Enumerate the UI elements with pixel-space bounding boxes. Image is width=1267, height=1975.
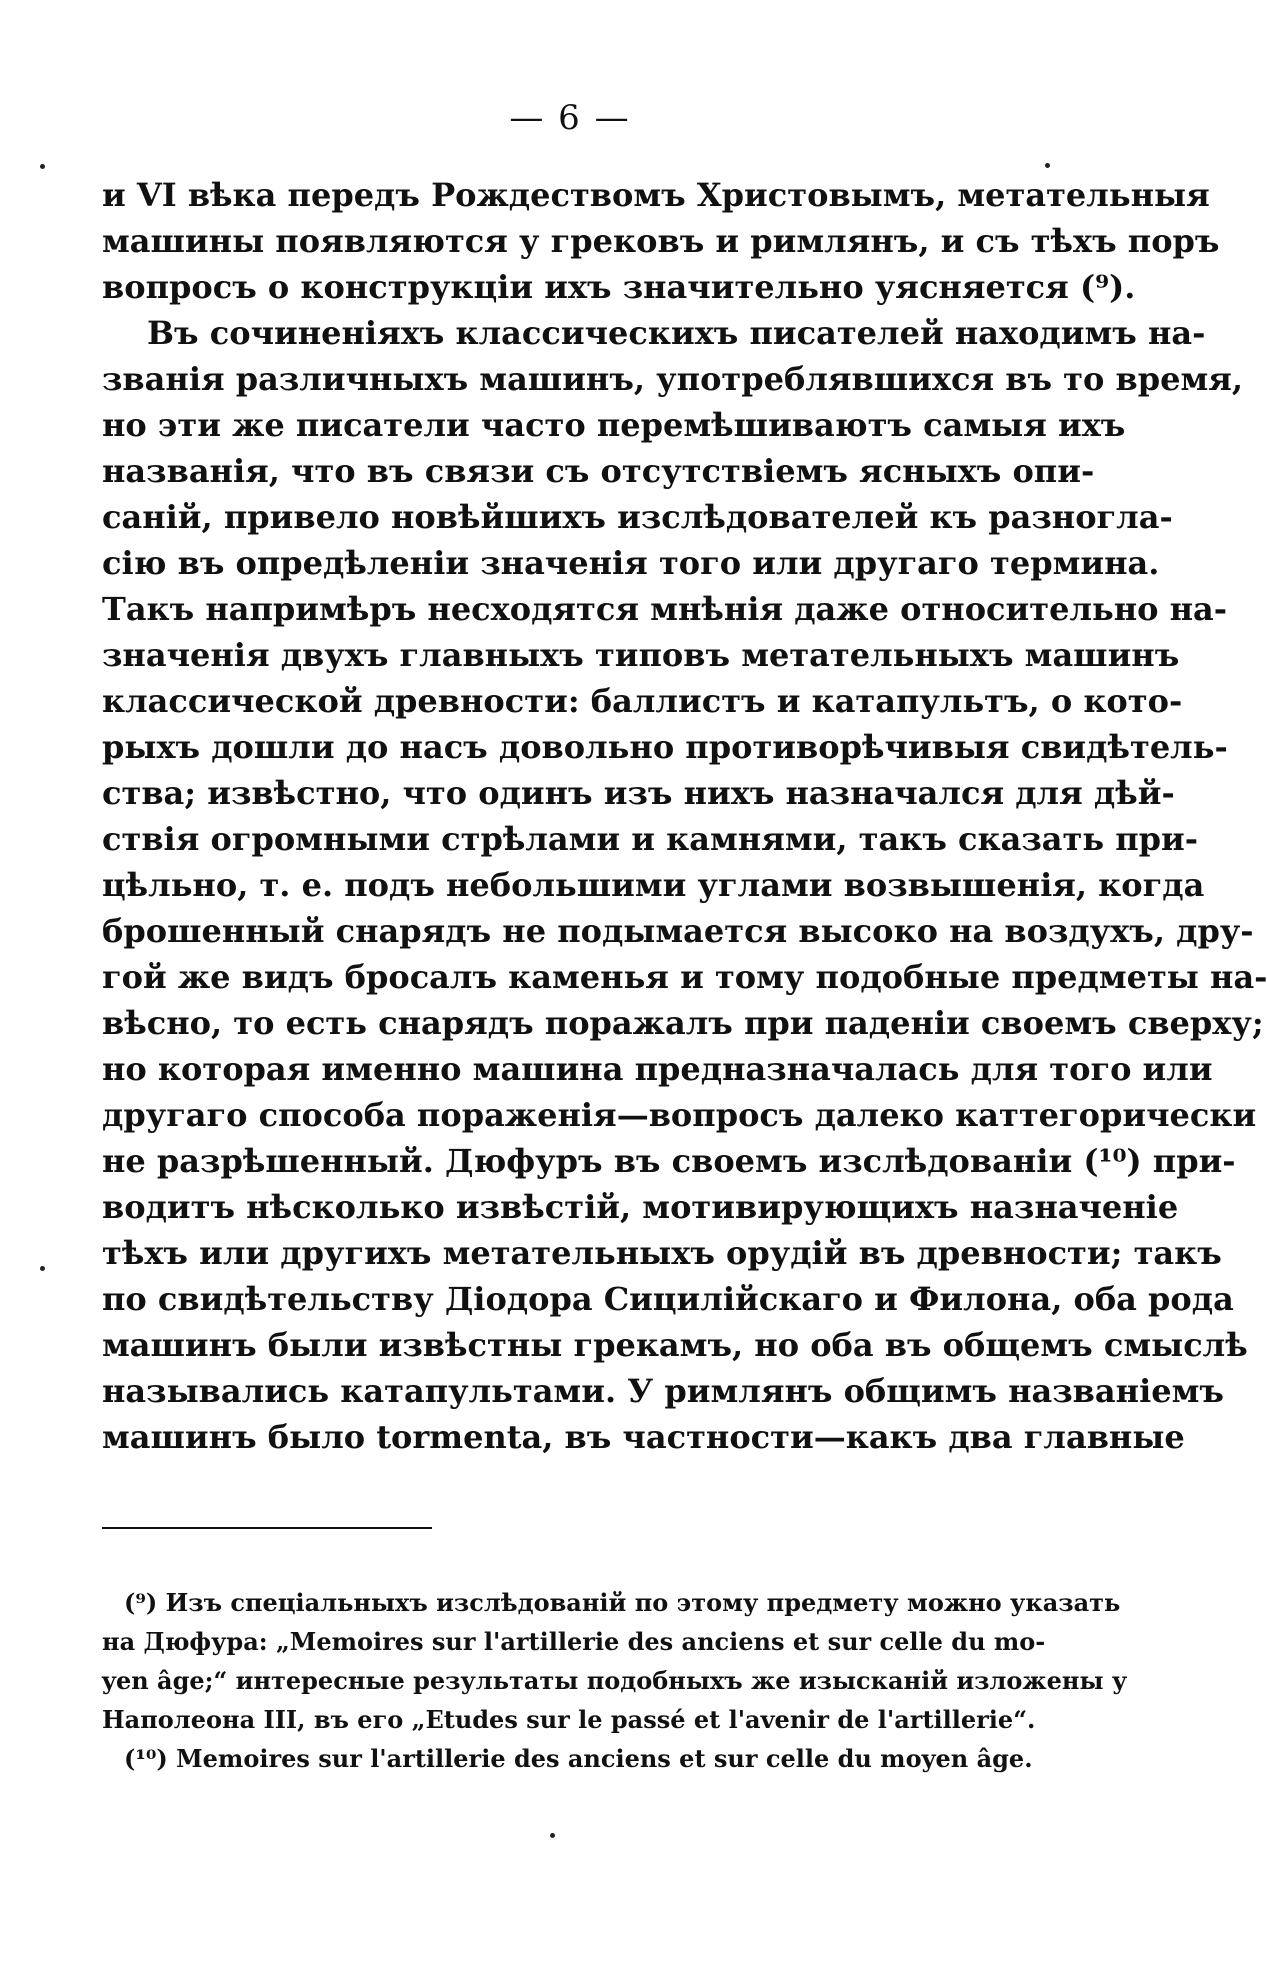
- text-line: водитъ нѣсколько извѣстій, мотивирующихъ назначеніе: [102, 1188, 1179, 1226]
- text-line: рыхъ дошли до насъ довольно противорѣчивыя свидѣтель-: [102, 728, 1228, 766]
- footnote-line: yen âge;“ интересные результаты подобныхъ же изысканій изложены у: [102, 1666, 1128, 1695]
- text-line: и VI вѣка передъ Рождествомъ Христовымъ, метательныя: [102, 176, 1210, 214]
- page-number: — 6 —: [509, 98, 631, 138]
- text-line: не разрѣшенный. Дюфуръ въ своемъ изслѣдованіи (¹⁰) при-: [102, 1142, 1236, 1180]
- footnote-divider: [102, 1527, 432, 1529]
- text-line: машинъ было tormenta, въ частности—какъ два главные: [102, 1418, 1185, 1456]
- text-line: по свидѣтельству Діодора Сицилійскаго и Филона, оба рода: [102, 1280, 1234, 1318]
- footnotes: [102, 1583, 1128, 1778]
- text-line: но которая именно машина предназначалась для того или: [102, 1050, 1213, 1088]
- text-line: сію въ опредѣленіи значенія того или другаго термина.: [102, 544, 1160, 582]
- body-text: [102, 172, 1267, 1460]
- text-line: Въ сочиненіяхъ классическихъ писателей находимъ на-: [147, 314, 1206, 352]
- text-line: значенія двухъ главныхъ типовъ метательныхъ машинъ: [102, 636, 1180, 674]
- print-speck: [40, 164, 45, 169]
- text-line: брошенный снарядъ не подымается высоко на воздухъ, дру-: [102, 912, 1254, 950]
- footnote-line: Наполеона III, въ его „Etudes sur le passé et l'avenir de l'artillerie“.: [102, 1705, 1036, 1734]
- print-speck: [1045, 163, 1050, 168]
- text-line: званія различныхъ машинъ, употреблявшихся въ то время,: [102, 360, 1244, 398]
- footnote-line: на Дюфура: „Memoires sur l'artillerie des anciens et sur celle du mo-: [102, 1627, 1046, 1656]
- text-line: но эти же писатели часто перемѣшиваютъ самыя ихъ: [102, 406, 1126, 444]
- text-line: тѣхъ или другихъ метательныхъ орудій въ древности; такъ: [102, 1234, 1222, 1272]
- text-line: ства; извѣстно, что одинъ изъ нихъ назначался для дѣй-: [102, 774, 1175, 812]
- text-line: цѣльно, т. е. подъ небольшими углами возвышенія, когда: [102, 866, 1205, 904]
- text-line: Такъ напримѣръ несходятся мнѣнія даже относительно на-: [102, 590, 1228, 628]
- text-line: классической древности: баллистъ и катапультъ, о кото-: [102, 682, 1183, 720]
- text-line: вопросъ о конструкціи ихъ значительно уясняется (⁹).: [102, 268, 1136, 306]
- footnote-line: (¹⁰) Memoires sur l'artillerie des anciens et sur celle du moyen âge.: [124, 1744, 1033, 1773]
- text-line: машинъ были извѣстны грекамъ, но оба въ общемъ смыслѣ: [102, 1326, 1248, 1364]
- text-line: другаго способа пораженія—вопросъ далеко каттегорически: [102, 1096, 1257, 1134]
- text-line: ствія огромными стрѣлами и камнями, такъ сказать при-: [102, 820, 1199, 858]
- footnote-line: (⁹) Изъ спеціальныхъ изслѣдованій по этому предмету можно указать: [124, 1588, 1121, 1617]
- text-line: назывались катапультами. У римлянъ общимъ названіемъ: [102, 1372, 1224, 1410]
- text-line: гой же видъ бросалъ каменья и тому подобные предметы на-: [102, 958, 1267, 996]
- text-line: вѣсно, то есть снарядъ поражалъ при паденіи своемъ сверху;: [102, 1004, 1264, 1042]
- text-line: саній, привело новѣйшихъ изслѣдователей къ разногла-: [102, 498, 1173, 536]
- print-speck: [550, 1833, 555, 1838]
- text-line: машины появляются у грековъ и римлянъ, и съ тѣхъ поръ: [102, 222, 1220, 260]
- text-line: названія, что въ связи съ отсутствіемъ ясныхъ опи-: [102, 452, 1095, 490]
- print-speck: [40, 1266, 45, 1271]
